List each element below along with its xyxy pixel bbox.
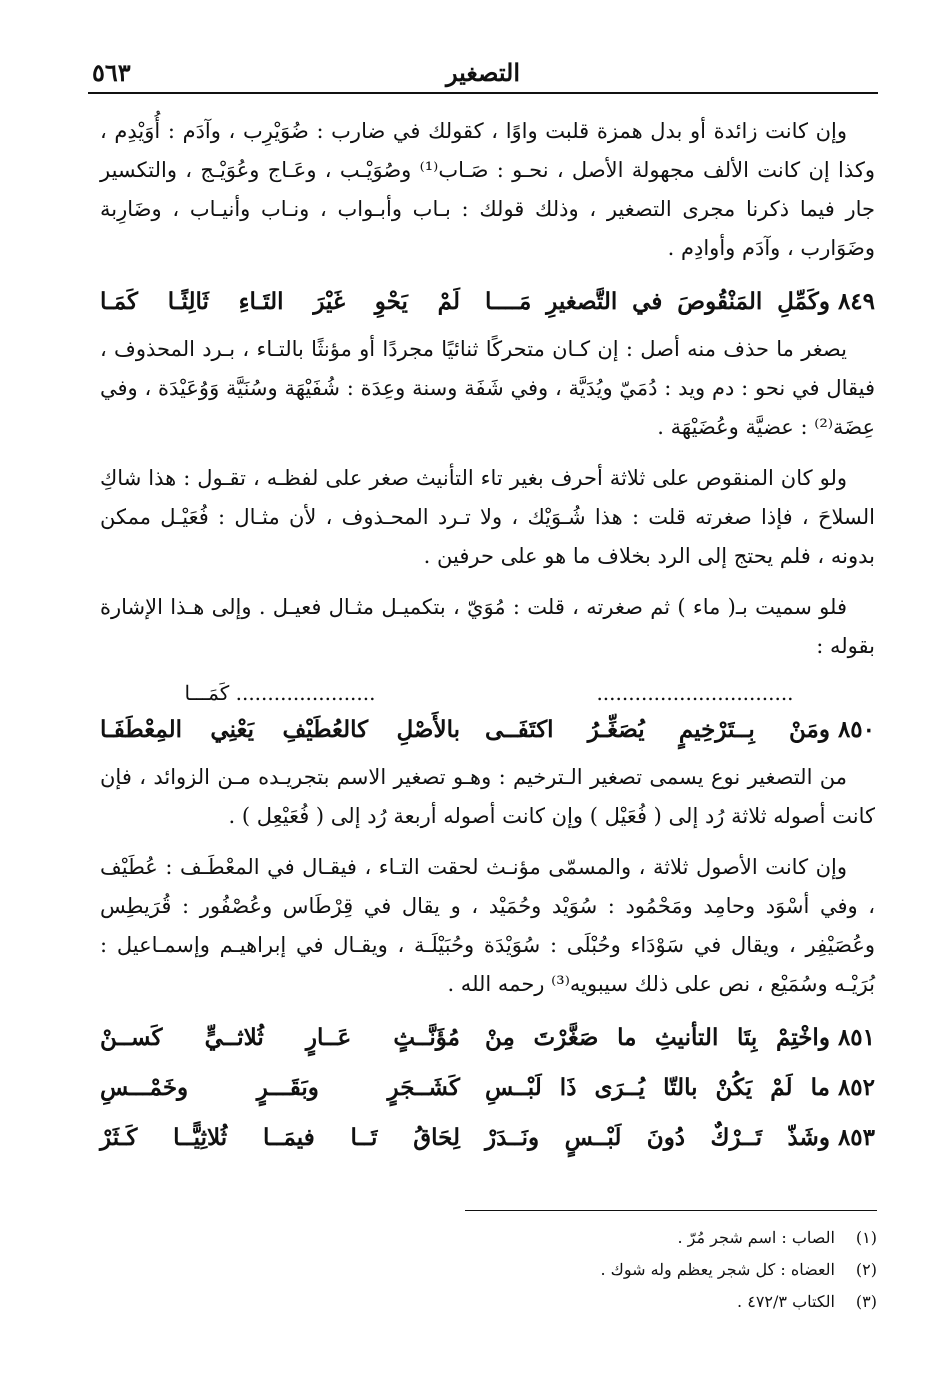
verse-849 xyxy=(100,280,875,324)
verse-first-hemistich xyxy=(485,1016,875,1060)
verse-first-hemistich xyxy=(485,1066,875,1110)
footnote xyxy=(100,1286,877,1318)
verse-text: وشَذّ تَــرْكٌ دُونَ لَبْــسٍ ونَــدَرْ xyxy=(485,1124,830,1151)
verse-text: ما لَمْ يَكُنْ بالتّا يُــرَى ذَا لَبْــسِ xyxy=(485,1074,830,1101)
verse-second-hemistich: مُؤَنَّــثٍ عَــارٍ ثُلاثــيٍّ كَســنْ xyxy=(100,1024,460,1051)
dots-second: ...................... كَمَـــا xyxy=(184,681,376,705)
paragraph: ولو كان المنقوص على ثلاثة أحرف بغير تاء التأنيث صغر على لفظـه ، تقـول : هذا شاكِ السلاحَ ، فإذا صغرته قلت : هذا شُـوَيْك ، ولا تـرد المحـذوف ، لأن مثـال : فُعَيْـل ممكن بدونه ، فلم يحتج إلى الرد بخلاف ما هو على حرفين . xyxy=(100,466,875,568)
footnote-text: الصاب : اسم شجر مُرّ . xyxy=(677,1228,835,1247)
paragraph: يصغر ما حذف منه أصل : إن كـان متحركًا ثنائيًا مجردًا أو مؤنثًا بالتـاء ، بـرد المحذوف ، فيقال في نحو : دم ويد : دُمَيّ ويُدَيَّة ، وفي شَفَة وسنة وعِدَة : شُفَيْهَة وسُنَيَّة وَوُعَيْدَة ، وفي عِضَة⁽²⁾ : عضيَّة وعُضَيْهَة . xyxy=(100,337,875,439)
verse-852 xyxy=(100,1066,875,1110)
footnote-text: العضاه : كل شجر يعظم وله شوك . xyxy=(600,1260,835,1279)
verse-number: ٨٥٢ xyxy=(837,1074,875,1101)
footnote-divider xyxy=(465,1210,877,1211)
footnote-number: (٣) xyxy=(855,1292,877,1311)
verse-number: ٨٥٣ xyxy=(837,1124,875,1151)
verse-851 xyxy=(100,1016,875,1060)
verse-text: وكَمِّلِ المَنْقُوصَ في التَّصغيرِ مَــــا xyxy=(485,288,830,315)
verse-number: ٨٥١ xyxy=(837,1024,875,1051)
footnotes xyxy=(100,1222,877,1318)
verse-text: ومَنْ بِــتَرْخِيمٍ يُصَغِّـرُ اكتَفَــى xyxy=(485,716,830,743)
paragraph: وإن كانت زائدة أو بدل همزة قلبت واوًا ، كقولك في ضارب : ضُوَيْرِب ، وآدَم : أُوَيْدِم ، وكذا إن كانت الألف مجهولة الأصل ، نحـو : صَـاب⁽¹⁾ وصُوَيْـب ، وعَـاج وعُوَيْـج ، والتكسير جار فيما ذكرنا مجرى التصغير ، وذلك قولك : بـاب وأبـواب ، ونـاب وأنيـاب ، وضَارِبة وضَوَارب ، وآدَم وأوادِم . xyxy=(100,119,875,260)
page-number: ٥٦٣ xyxy=(92,58,131,87)
footnote-number: (٢) xyxy=(855,1260,877,1279)
main-text xyxy=(100,112,875,1166)
footnote xyxy=(100,1222,877,1254)
verse-second-hemistich: لَمْ يَحْوِ غَيْرَ التَـاءِ ثَالِثًـا كَمَـا xyxy=(100,288,460,315)
verse-number: ٨٥٠ xyxy=(837,716,875,743)
paragraph: فلو سميت بـ( ماء ) ثم صغرته ، قلت : مُوَيّ ، بتكميـل مثـال فعيـل . وإلى هـذا الإشارة بقوله : xyxy=(100,595,875,658)
quoted-verse-dots xyxy=(100,678,875,708)
verse-first-hemistich xyxy=(485,1116,875,1160)
paragraph: من التصغير نوع يسمى تصغير الـترخيم : وهـو تصغير الاسم بتجريـده مـن الزوائد ، فإن كانت أصوله ثلاثة رُد إلى ( فُعَيْل ) وإن كانت أصوله أربعة رُد إلى ( فُعَيْعِل ) . xyxy=(100,765,875,828)
verse-number: ٨٤٩ xyxy=(837,288,875,315)
page-title: التصغير xyxy=(445,58,521,87)
footnote-text: الكتاب ٤٧٢/٣ . xyxy=(737,1292,835,1311)
verse-second-hemistich: بالأَصْلِ كالعُطَيْفِ يَعْنِي المِعْطَفَـا xyxy=(100,716,460,743)
paragraph: وإن كانت الأصول ثلاثة ، والمسمّى مؤنـث لحقت التـاء ، فيقـال في المعْطَـف : عُطَيْف ، وفي أسْوَد وحامِد ومَحْمُود : سُوَيْد وحُمَيْد ، و يقال في قِرْطَاس وعُصْفُور : قُرَيطِس وعُصَيْفِر ، ويقال في سَوْدَاء وحُبْلَى : سُوَيْدَة وحُبَيْلَـة ، ويقـال في إبراهيـم وإسمـاعيل : بُرَيْـه وسُمَيْع ، نص على ذلك سيبويه⁽³⁾ رحمه الله . xyxy=(100,855,875,996)
verse-text: واخْتِمْ بِتَا التأنيثِ ما صَغَّرْتَ مِنْ xyxy=(485,1024,830,1051)
verse-first-hemistich xyxy=(485,280,875,324)
verse-850 xyxy=(100,708,875,752)
footnote-number: (١) xyxy=(855,1228,877,1247)
footnote xyxy=(100,1254,877,1286)
verse-853 xyxy=(100,1116,875,1160)
verse-second-hemistich: لِحَاقُ تَــا فيمَــا ثُلاثِيًّــا كَـثَرْ xyxy=(100,1124,460,1151)
dots-first: ............................... xyxy=(596,681,794,705)
verse-first-hemistich xyxy=(485,708,875,752)
page-header xyxy=(88,58,878,94)
verse-second-hemistich: كَشَــجَرٍ وبَقَـــرٍ وخَمْـــسِ xyxy=(100,1074,460,1101)
